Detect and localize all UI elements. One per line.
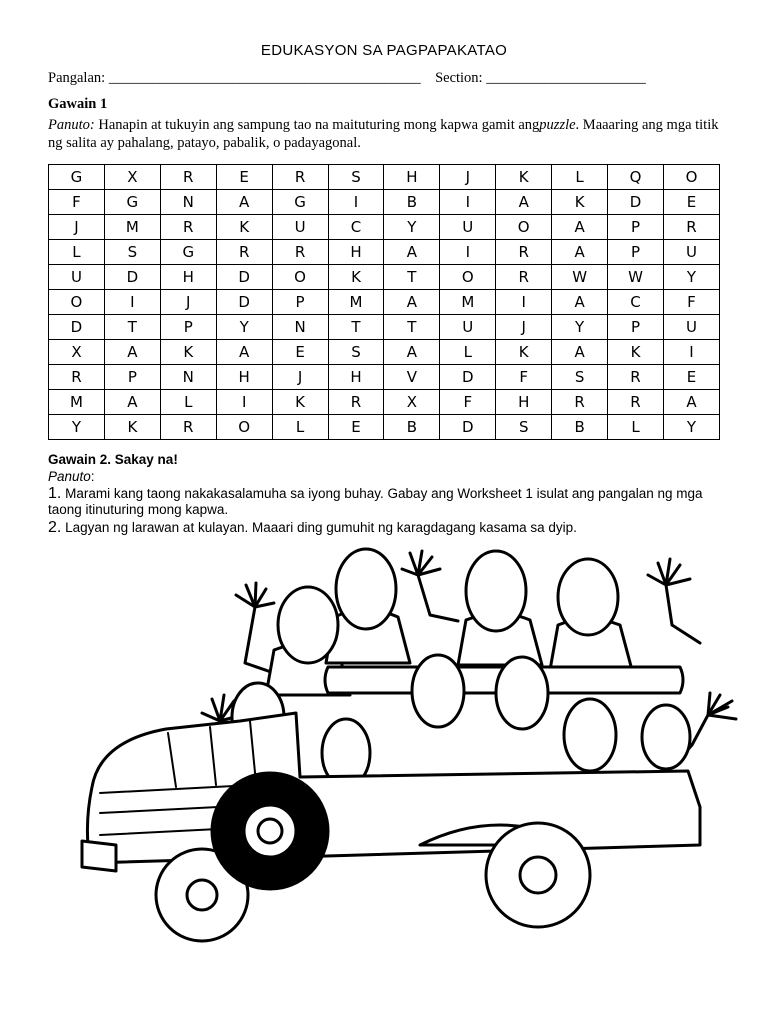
instruction-end: . Maaaring ang mga titik ng salita ay pahalang, patayo, pabalik, o padayagonal. (48, 117, 719, 151)
grid-cell[interactable]: M (328, 290, 384, 315)
grid-cell[interactable]: A (552, 290, 608, 315)
grid-cell[interactable]: E (328, 415, 384, 440)
grid-cell[interactable]: S (328, 165, 384, 190)
grid-row (49, 390, 720, 415)
grid-cell[interactable]: H (384, 165, 440, 190)
grid-cell[interactable]: T (104, 315, 160, 340)
grid-row (49, 215, 720, 240)
item-text: Lagyan ng larawan at kulayan. Maaari ding gumuhit ng karagdagang kasama sa dyip. (61, 520, 577, 535)
grid-cell[interactable]: D (608, 190, 664, 215)
grid-cell[interactable]: A (384, 240, 440, 265)
grid-cell[interactable]: A (552, 215, 608, 240)
grid-cell[interactable]: A (552, 240, 608, 265)
grid-cell[interactable]: R (328, 390, 384, 415)
grid-cell[interactable]: W (608, 265, 664, 290)
grid-cell[interactable]: U (440, 315, 496, 340)
grid-cell[interactable]: U (440, 215, 496, 240)
grid-cell[interactable]: J (440, 165, 496, 190)
raised-arm (236, 583, 274, 673)
grid-cell[interactable]: Y (552, 315, 608, 340)
page-title: EDUKASYON SA PAGPAPAKATAO (260, 42, 508, 59)
grid-cell[interactable]: K (496, 340, 552, 365)
grid-cell[interactable]: X (104, 165, 160, 190)
grid-cell[interactable]: I (216, 390, 272, 415)
instruction-italic: puzzle (539, 117, 576, 133)
word-search-grid (48, 164, 720, 440)
grid-cell[interactable]: A (384, 290, 440, 315)
grid-cell[interactable]: K (104, 415, 160, 440)
grid-cell[interactable]: O (663, 165, 719, 190)
gawain2-panuto (48, 469, 95, 484)
grid-cell[interactable]: C (328, 215, 384, 240)
grid-cell[interactable]: R (160, 215, 216, 240)
grid-cell[interactable]: A (104, 390, 160, 415)
raised-arm (402, 551, 458, 621)
grid-cell[interactable]: R (160, 415, 216, 440)
grid-cell[interactable]: N (272, 315, 328, 340)
grid-cell[interactable]: W (552, 265, 608, 290)
grid-cell[interactable]: M (104, 215, 160, 240)
grid-cell[interactable]: T (384, 315, 440, 340)
grid-cell[interactable]: L (160, 390, 216, 415)
name-label: Pangalan: (48, 70, 106, 86)
grid-cell[interactable]: G (160, 240, 216, 265)
grid-cell[interactable]: E (663, 365, 719, 390)
item-number: 1. (48, 485, 62, 502)
panuto-colon: : (90, 469, 95, 484)
grid-cell[interactable]: B (384, 415, 440, 440)
grid-cell[interactable]: R (216, 240, 272, 265)
grid-cell[interactable]: N (160, 365, 216, 390)
grid-cell[interactable]: P (272, 290, 328, 315)
grid-cell[interactable]: M (49, 390, 105, 415)
grid-cell[interactable]: H (160, 265, 216, 290)
instruction-item (48, 520, 720, 536)
grid-cell[interactable]: H (328, 365, 384, 390)
grid-cell[interactable]: J (49, 215, 105, 240)
grid-cell[interactable]: I (440, 190, 496, 215)
grid-cell[interactable]: R (496, 265, 552, 290)
grid-cell[interactable]: L (272, 415, 328, 440)
grid-cell[interactable]: D (440, 415, 496, 440)
grid-cell[interactable]: A (552, 340, 608, 365)
grid-row (49, 265, 720, 290)
grid-row (49, 165, 720, 190)
grid-cell[interactable]: H (496, 390, 552, 415)
section-label: Section: (435, 70, 483, 86)
grid-cell[interactable]: P (608, 240, 664, 265)
grid-cell[interactable]: P (608, 315, 664, 340)
panuto-label: Panuto (48, 469, 91, 484)
gawain1-instruction (48, 116, 720, 152)
grid-cell[interactable]: Y (663, 265, 719, 290)
grid-cell[interactable]: J (496, 315, 552, 340)
grid-cell[interactable]: A (216, 340, 272, 365)
grid-cell[interactable]: L (552, 165, 608, 190)
grid-cell[interactable]: R (608, 390, 664, 415)
grid-cell[interactable]: S (328, 340, 384, 365)
grid-cell[interactable]: F (496, 365, 552, 390)
grid-cell[interactable]: F (663, 290, 719, 315)
grid-cell[interactable]: Y (384, 215, 440, 240)
grid-cell[interactable]: L (608, 415, 664, 440)
grid-cell[interactable]: C (608, 290, 664, 315)
grid-cell[interactable]: J (160, 290, 216, 315)
instruction-item (48, 486, 720, 518)
grid-row (49, 240, 720, 265)
name-field[interactable]: ___________________________________________ (108, 70, 421, 86)
grid-cell[interactable]: S (104, 240, 160, 265)
gawain2-instructions (48, 486, 720, 538)
grid-cell[interactable]: P (104, 365, 160, 390)
item-text: Marami kang taong nakakasalamuha sa iyong buhay. Gabay ang Worksheet 1 isulat ang pangalan ng mga taong itinuturing mong kapwa. (48, 486, 703, 517)
grid-cell[interactable]: I (328, 190, 384, 215)
name-section-line (48, 70, 646, 87)
panuto-label: Panuto: (48, 117, 95, 133)
section-field[interactable]: ______________________ (486, 70, 646, 86)
grid-cell[interactable]: J (272, 365, 328, 390)
grid-cell[interactable]: A (384, 340, 440, 365)
grid-cell[interactable]: A (216, 190, 272, 215)
grid-cell[interactable]: R (49, 365, 105, 390)
grid-cell[interactable]: S (552, 365, 608, 390)
grid-cell[interactable]: V (384, 365, 440, 390)
item-number: 2. (48, 519, 62, 536)
grid-cell[interactable]: Q (608, 165, 664, 190)
grid-cell[interactable]: K (272, 390, 328, 415)
grid-cell[interactable]: P (608, 215, 664, 240)
grid-cell[interactable]: K (160, 340, 216, 365)
grid-cell[interactable]: S (496, 415, 552, 440)
grid-cell[interactable]: X (49, 340, 105, 365)
jeepney-illustration (60, 545, 750, 955)
grid-cell[interactable]: K (552, 190, 608, 215)
grid-cell[interactable]: M (440, 290, 496, 315)
grid-cell[interactable]: A (104, 340, 160, 365)
grid-cell[interactable]: X (384, 390, 440, 415)
grid-cell[interactable]: D (216, 265, 272, 290)
front-bumper (82, 841, 116, 871)
grid-cell[interactable]: O (216, 415, 272, 440)
grid-cell[interactable]: D (49, 315, 105, 340)
grid-row (49, 340, 720, 365)
grid-cell[interactable]: I (663, 340, 719, 365)
grid-cell[interactable]: O (440, 265, 496, 290)
grid-cell[interactable]: G (104, 190, 160, 215)
grid-row (49, 315, 720, 340)
grid-cell[interactable]: A (663, 390, 719, 415)
grid-cell[interactable]: E (216, 165, 272, 190)
raised-arm (648, 559, 700, 643)
grid-cell[interactable]: B (384, 190, 440, 215)
grid-cell[interactable]: I (496, 290, 552, 315)
grid-cell[interactable]: P (160, 315, 216, 340)
grid-cell[interactable]: N (160, 190, 216, 215)
grid-cell[interactable]: G (272, 190, 328, 215)
grid-cell[interactable]: F (49, 190, 105, 215)
grid-cell[interactable]: R (496, 240, 552, 265)
grid-cell[interactable]: R (608, 365, 664, 390)
grid-cell[interactable]: R (552, 390, 608, 415)
grid-cell[interactable]: K (496, 165, 552, 190)
grid-cell[interactable]: Y (216, 315, 272, 340)
grid-cell[interactable]: G (49, 165, 105, 190)
grid-cell[interactable]: O (272, 265, 328, 290)
gawain2-heading: Gawain 2. Sakay na! (48, 452, 178, 467)
grid-row (49, 365, 720, 390)
grid-cell[interactable]: D (440, 365, 496, 390)
instruction-text: Hanapin at tukuyin ang sampung tao na maituturing mong kapwa gamit ang (94, 117, 540, 133)
grid-cell[interactable]: H (216, 365, 272, 390)
grid-cell[interactable]: R (272, 165, 328, 190)
grid-cell[interactable]: O (496, 215, 552, 240)
grid-cell[interactable]: U (272, 215, 328, 240)
grid-cell[interactable]: D (216, 290, 272, 315)
grid-cell[interactable]: O (49, 290, 105, 315)
grid-cell[interactable]: E (272, 340, 328, 365)
grid-cell[interactable]: I (104, 290, 160, 315)
grid-cell[interactable]: U (49, 265, 105, 290)
grid-cell[interactable]: T (328, 315, 384, 340)
grid-cell[interactable]: L (49, 240, 105, 265)
grid-cell[interactable]: F (440, 390, 496, 415)
grid-cell[interactable]: Y (49, 415, 105, 440)
grid-cell[interactable]: B (552, 415, 608, 440)
grid-cell[interactable]: K (328, 265, 384, 290)
grid-cell[interactable]: K (216, 215, 272, 240)
grid-cell[interactable]: R (160, 165, 216, 190)
grid-row (49, 190, 720, 215)
grid-cell[interactable]: I (440, 240, 496, 265)
gawain1-heading: Gawain 1 (48, 96, 108, 112)
grid-cell[interactable]: T (384, 265, 440, 290)
grid-cell[interactable]: Y (663, 415, 719, 440)
grid-cell[interactable]: K (608, 340, 664, 365)
grid-cell[interactable]: U (663, 315, 719, 340)
grid-cell[interactable]: H (328, 240, 384, 265)
grid-cell[interactable]: D (104, 265, 160, 290)
grid-row (49, 290, 720, 315)
grid-cell[interactable]: A (496, 190, 552, 215)
grid-cell[interactable]: L (440, 340, 496, 365)
grid-cell[interactable]: U (663, 240, 719, 265)
grid-row (49, 415, 720, 440)
grid-cell[interactable]: E (663, 190, 719, 215)
grid-cell[interactable]: R (663, 215, 719, 240)
grid-cell[interactable]: R (272, 240, 328, 265)
